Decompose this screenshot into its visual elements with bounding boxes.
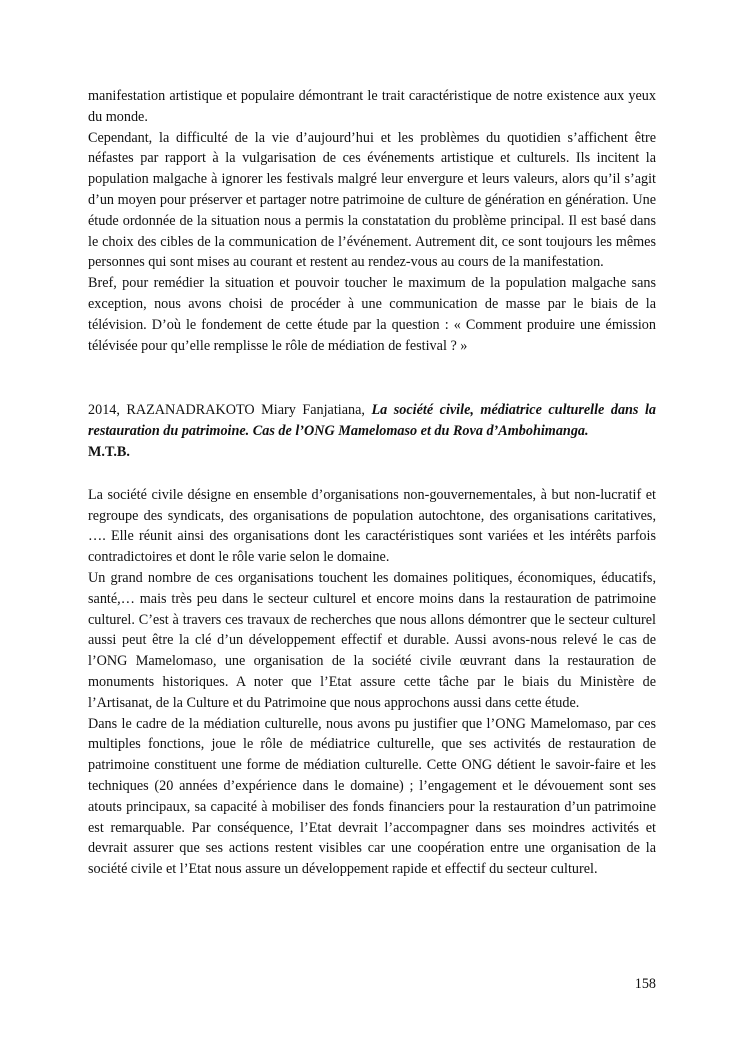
reference-title: La société civile, médiatrice culturelle dans la restauration du patrimoine. Cas de l’ONG Mamelomaso et du Rova d’Ambohimanga <box>88 402 656 440</box>
body-paragraph-2: Un grand nombre de ces organisations touchent les domaines politiques, économiques, éducatifs, santé,… mais très peu dans le secteur culturel et encore moins dans la restauration de patrimoine culturel. C’est à travers ces travaux de recherches que nous allons démontrer que le secteur culturel aussi peut être la clé d’un développement effectif et durable. Aussi avons-nous relevé le cas de l’ONG Mamelomaso, une organisation de la société civile œuvrant dans la restauration de monuments historiques. A noter que l’Etat assure cette tâche par le biais du Ministère de l’Artisanat, de la Culture et du Patrimoine que nous approchons aussi dans cette étude. <box>88 569 656 711</box>
intro-paragraph-1: manifestation artistique et populaire démontrant le trait caractéristique de notre existence aux yeux du monde. <box>88 88 656 125</box>
body-paragraph-3: Dans le cadre de la médiation culturelle, nous avons pu justifier que l’ONG Mamelomaso, par ces multiples fonctions, joue le rôle de médiatrice culturelle, que ses activités de restauration de patrimoine constituent une forme de médiation culturelle. Cette ONG détient le savoir-faire et les techniques (20 années d’expérience dans le domaine) ; l’engagement et le dévouement sont ses atouts principaux, sa capacité à mobiliser des fonds financiers pour la restauration d’un patrimoine est remarquable. Par conséquence, l’Etat devrait l’accompagner dans ses moindres activités et devrait assurer que ses actions restent visibles car une coopération entre une organisation de la société civile et l’Etat nous assure un développement rapide et effectif du secteur culturel. <box>88 715 656 878</box>
reference-code: M.T.B. <box>88 443 130 460</box>
page-number: 158 <box>634 976 656 992</box>
reference-line <box>88 400 656 442</box>
reference-title-end: . <box>585 423 589 440</box>
reference-citation <box>88 400 656 462</box>
body-paragraph-1: La société civile désigne en ensemble d’organisations non-gouvernementales, à but non-lucratif et regroupe des syndicats, des organisations de population autochtone, des organisations caritatives, …. Elle réunit ainsi des organisations dont les caractéristiques sont variées et les intérêts parfois contradictoires et dont le rôle varie selon le domaine. <box>88 486 656 566</box>
intro-paragraph-2: Cependant, la difficulté de la vie d’aujourd’hui et les problèmes du quotidien s’affichent être néfastes par rapport à la vulgarisation de ces événements artistique et culturels. Ils incitent la population malgache à ignorer les festivals malgré leur envergure et leurs valeurs, alors qu’il s’agit d’un moyen pour préserver et partager notre patrimoine de culture de génération en génération. Une étude ordonnée de la situation nous a permis la constatation du problème principal. Il est basé dans le choix des cibles de la communication de l’événement. Autrement dit, ce sont toujours les mêmes personnes qui sont mises au courant et restent au rendez-vous au cours de la manifestation. <box>88 129 656 271</box>
reference-author: 2014, RAZANADRAKOTO Miary Fanjatiana, <box>88 402 372 419</box>
intro-paragraph-3: Bref, pour remédier la situation et pouvoir toucher le maximum de la population malgache sans exception, nous avons choisi de procéder à une communication de masse par le biais de la télévision. D’où le fondement de cette étude par la question : « Comment produire une émission télévisée pour qu’elle remplisse le rôle de médiation de festival ? » <box>88 275 656 354</box>
document-page <box>88 86 656 880</box>
